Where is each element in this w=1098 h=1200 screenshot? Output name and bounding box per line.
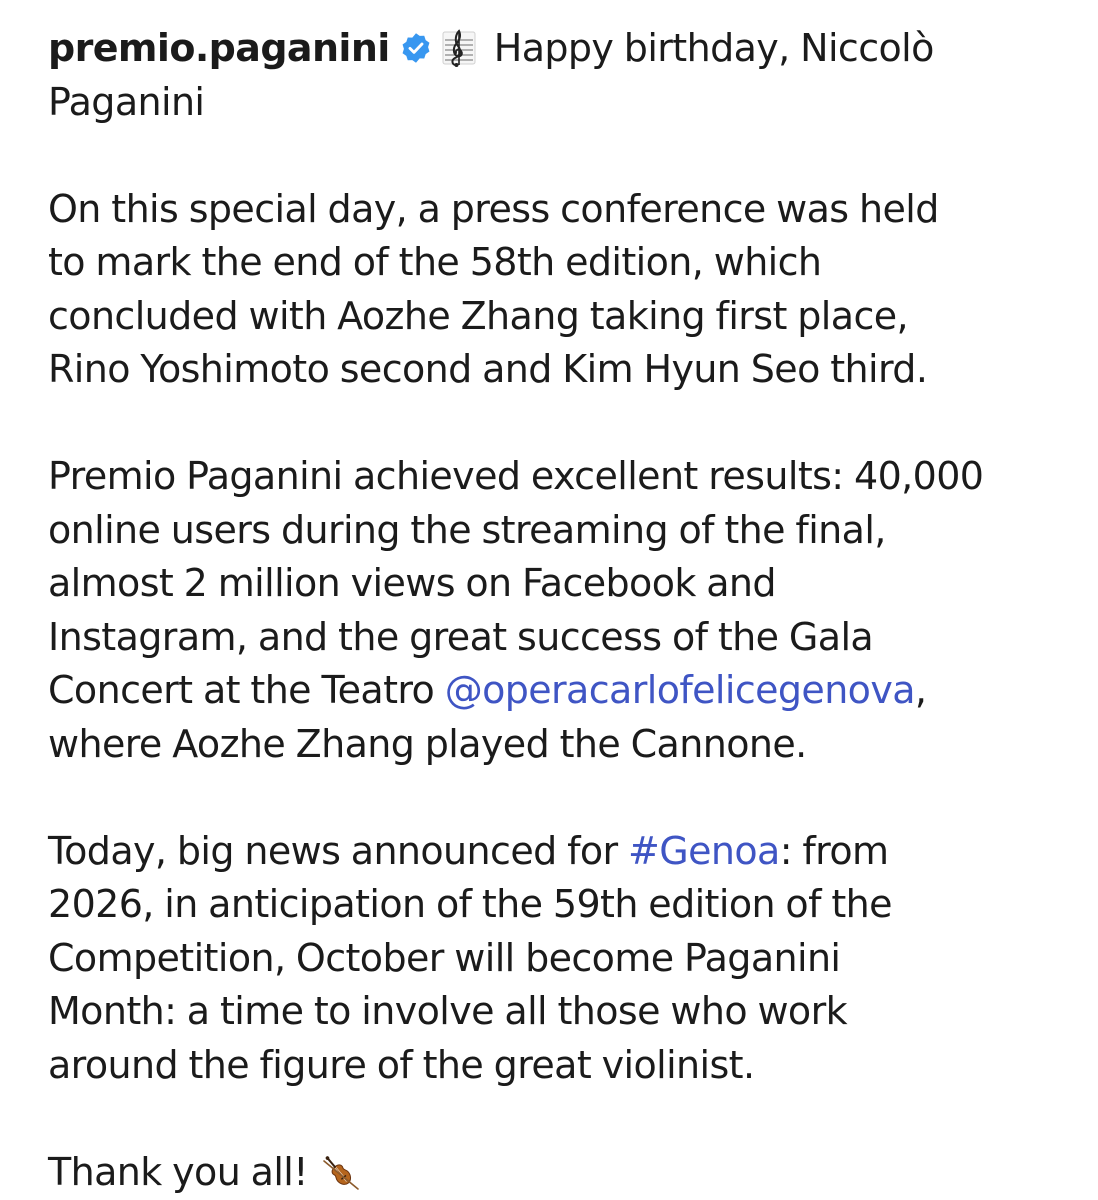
hashtag-prefix: Today, big news announced for (48, 828, 629, 873)
mention-link[interactable]: @operacarlofelicegenova (444, 668, 915, 712)
paragraph-spacer (48, 397, 1078, 451)
mention-prefix: Concert at the Teatro (48, 668, 445, 712)
caption-paragraph-2-line: Instagram, and the great success of the Gala (48, 614, 874, 659)
caption-paragraph-1-line: concluded with Aozhe Zhang taking first place, (48, 293, 908, 338)
musical-score-icon (442, 27, 476, 69)
closing-text: Thank you all! (48, 1149, 308, 1194)
violin-icon (318, 1151, 362, 1195)
caption-paragraph-2-line: almost 2 million views on Facebook and (48, 561, 776, 605)
post-caption (48, 22, 1078, 1199)
caption-title-part2: Paganini (48, 79, 205, 124)
caption-paragraph-3-line-with-hashtag (48, 825, 1078, 879)
paragraph-spacer (48, 771, 1078, 825)
verified-badge-icon (400, 32, 432, 64)
caption-header-line (48, 22, 1078, 76)
caption-paragraph-2-line-with-mention (48, 664, 1078, 718)
caption-paragraph-2-line: where Aozhe Zhang played the Cannone. (48, 721, 807, 766)
username-link[interactable]: premio.paganini (48, 26, 390, 70)
caption-paragraph-3-line: around the figure of the great violinist. (48, 1042, 755, 1087)
hashtag-link[interactable]: #Genoa (628, 828, 780, 873)
caption-paragraph-3-line: Competition, October will become Paganini (48, 935, 841, 980)
hashtag-suffix: : from (779, 828, 889, 873)
paragraph-spacer (48, 129, 1078, 183)
caption-paragraph-2-line: Premio Paganini achieved excellent results: 40,000 (48, 454, 984, 498)
mention-suffix: , (914, 668, 927, 712)
caption-paragraph-1-line: Rino Yoshimoto second and Kim Hyun Seo third. (48, 347, 928, 391)
caption-title-part1: Happy birthday, Niccolò (493, 26, 934, 70)
caption-paragraph-1-line: On this special day, a press conference was held (48, 186, 939, 231)
caption-paragraph-3-line: 2026, in anticipation of the 59th edition of the (48, 882, 892, 926)
caption-paragraph-1-line: to mark the end of the 58th edition, which (48, 240, 822, 284)
caption-paragraph-2-line: online users during the streaming of the final, (48, 507, 886, 552)
caption-closing-line (48, 1146, 1078, 1200)
caption-paragraph-3-line: Month: a time to involve all those who work (48, 989, 848, 1033)
paragraph-spacer (48, 1092, 1078, 1146)
